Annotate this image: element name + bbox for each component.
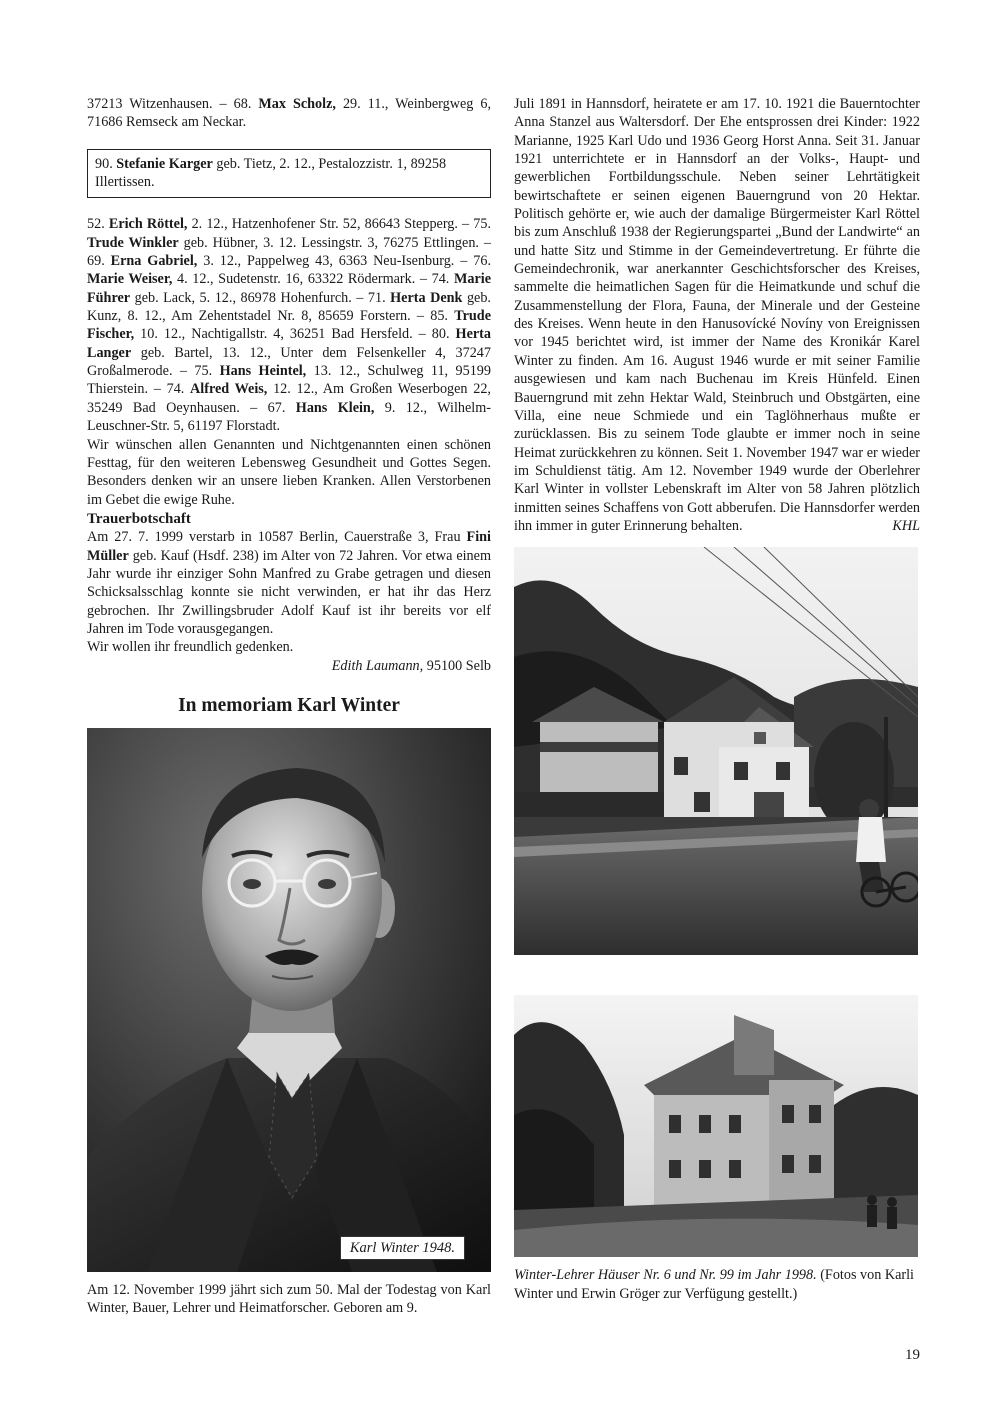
house-photo	[514, 995, 918, 1257]
list-entry-details: 10. 12., Nachtigallstr. 4, 36251 Bad Hersfeld. – 80.	[134, 326, 456, 343]
list-entry-name: Trude Fischer,	[87, 308, 491, 343]
memoriam-title: In memoriam Karl Winter	[178, 694, 400, 716]
list-entry-name: Marie Weiser,	[87, 271, 173, 288]
portrait-caption: Karl Winter 1948.	[340, 1236, 465, 1260]
list-entry-name: Erich Röttel,	[108, 216, 188, 233]
portrait-image	[87, 728, 491, 1272]
list-entry-name: Herta Denk	[390, 289, 463, 306]
portrait-photo	[87, 728, 491, 1272]
list-entry-details: geb. Bartel, 13. 12., Unter dem Felsenkeller 4, 37247 Großalmerode. – 75.	[87, 344, 491, 380]
list-entry-details: 9. 12., Wilhelm-Leuschner-Str. 5, 61197 Florstadt.	[87, 399, 492, 435]
right-column	[514, 95, 920, 1303]
house-image	[514, 995, 918, 1257]
list-entry-details: geb. Kunz, 8. 12., Am Zehentstadel Nr. 8, 85659 Forstern. – 85.	[87, 289, 491, 325]
list-entry-name: Hans Heintel,	[219, 363, 307, 380]
highlight-entry: 90. Stefanie Karger geb. Tietz, 2. 12., Pestalozzistr. 1, 89258 Illertissen.	[95, 155, 447, 191]
street-image	[514, 547, 918, 955]
list-entry-name: Alfred Weis,	[190, 381, 268, 398]
trauer-heading: Trauerbotschaft	[87, 510, 191, 527]
intro-paragraph: 37213 Witzenhausen. – 68. Max Scholz, 29. 11., Weinbergweg 6, 71686 Remseck am Neckar.	[87, 96, 491, 131]
list-entry-prefix: 52.	[87, 216, 109, 233]
list-entry-name: Marie Führer	[87, 271, 492, 306]
list-entry-details: geb. Lack, 5. 12., 86978 Hohenfurch. – 71.	[130, 289, 391, 306]
trauer-closing: Wir wollen ihr freundlich gedenken.	[87, 639, 294, 656]
memoriam-start: Am 12. November 1999 jährt sich zum 50. Mal der Todestag von Karl Winter, Bauer, Lehrer und Heimatforscher. Geboren am 9.	[87, 1281, 491, 1317]
list-entry-details: 2. 12., Hatzenhofener Str. 52, 86643 Stepperg. – 75.	[187, 216, 492, 233]
list-entry-details: 13. 12., Schulweg 11, 95199 Thierstein. – 74.	[87, 363, 491, 398]
page-number: 19	[905, 1347, 920, 1363]
trauer-paragraph: Am 27. 7. 1999 verstarb in 10587 Berlin, Cauerstraße 3, Frau Fini Müller geb. Kauf (Hsdf. 238) im Alter von 72 Jahren. Vor etwa einem Jahr wurde ihr einziger Sohn Manfred zu Grabe getragen und diesen Schicksalsschlag konnte sie nicht verwinden, er hat ihr das Herz gebrochen. Ihr Zwillingsbruder Adolf Kauf ist ihr bereits vor elf Jahren im Tode vorausgegangen.	[87, 529, 491, 637]
list-entry-name: Trude Winkler	[87, 234, 179, 251]
birthday-list	[87, 215, 491, 435]
list-entry-details: 4. 12., Sudetenstr. 16, 63322 Rödermark. – 74.	[172, 271, 454, 288]
signature: Edith Laumann, 95100 Selb	[331, 657, 491, 674]
list-entry-name: Herta Langer	[87, 326, 491, 361]
list-entry-details: 3. 12., Pappelweg 43, 6363 Neu-Isenburg. – 76.	[197, 253, 491, 270]
biography-paragraph: Juli 1891 in Hannsdorf, heiratete er am 17. 10. 1921 die Bauerntochter Anna Stanzel aus Waltersdorf. Der Ehe entsprossen drei Kinder: 1922 Marianne, 1925 Karl Udo und 1936 Georg Horst Anna. Seit 31. Januar 1921 unterrichtete er in Hannsdorf an der Volks-, Haupt- und gewerblichen Fortbildungsschule. Neben seiner Lehrtätigkeit bewirtschaftete er seinen eigenen Bauerngrund von 20 Hektar. Politisch gehörte er, wie auch der damalige Bürgermeister Karl Röttel bis zum Anschluß 1938 der Regierungspartei „Bund der Landwirte“ an und hatte Sitz und Stimme in der Gemeindevertretung. Er führte die Gemeindechronik, war anerkannter Geschichtsforscher des Kreises, sammelte die heimatlichen Sagen für die Heimatkunde und schuf die Zusammenstellung der Flora, Fauna, der Minerale und der Gesteine des Kreises. Wenn heute in den Hanusovícké Novíny von Ereignissen vor 1945 berichtet wird, ist immer der Name des Kronikár Karel Winter zu finden. Am 16. August 1946 wurde er mit seiner Familie ausgewiesen und kam nach Buchenau im Kreis Hünfeld. Einen Bauerngrund mit zehn Hektar Wald, Steinbruch und Obstgärten, eine Villa, eine neue Schmiede und ein Taglöhnerhaus mußte er zurücklassen. Bis zu seinem Tode glaubte er immer noch in seine Heimat zurückkehren zu können. Seit 1. November 1947 war er wieder im Schuldienst tätig. Am 12. November 1949 wurde der Oberlehrer Karl Winter in vollster Lebenskraft im Alter von 58 Jahren plötzlich inmitten seines Schaffens von Gott abberufen. Die Hannsdorfer werden ihn immer in guter Erinnerung behalten. KHL	[514, 96, 920, 534]
wishes-paragraph: Wir wünschen allen Genannten und Nichtgenannten einen schönen Festtag, für den weiteren Lebensweg Gesundheit und Gottes Segen. Besonders denken wir an unsere lieben Kranken. Allen Verstorbenen im Gebet die ewige Ruhe.	[87, 436, 491, 508]
photo-caption: Winter-Lehrer Häuser Nr. 6 und Nr. 99 im Jahr 1998. (Fotos von Karli Winter und Erwin Gröger zur Verfügung gestellt.)	[514, 1267, 914, 1302]
street-photo	[514, 547, 918, 955]
list-entry-name: Erna Gabriel,	[110, 253, 198, 270]
left-column	[87, 95, 491, 1318]
author-initials: KHL	[892, 517, 920, 534]
highlight-box	[87, 149, 491, 199]
list-entry-details: geb. Hübner, 3. 12. Lessingstr. 3, 76275 Ettlingen. – 69.	[87, 234, 492, 270]
list-entry-details: 12. 12., Am Großen Weserbogen 22, 35249 Bad Oeynhausen. – 67.	[87, 381, 491, 416]
list-entry-name: Hans Klein,	[295, 399, 375, 416]
